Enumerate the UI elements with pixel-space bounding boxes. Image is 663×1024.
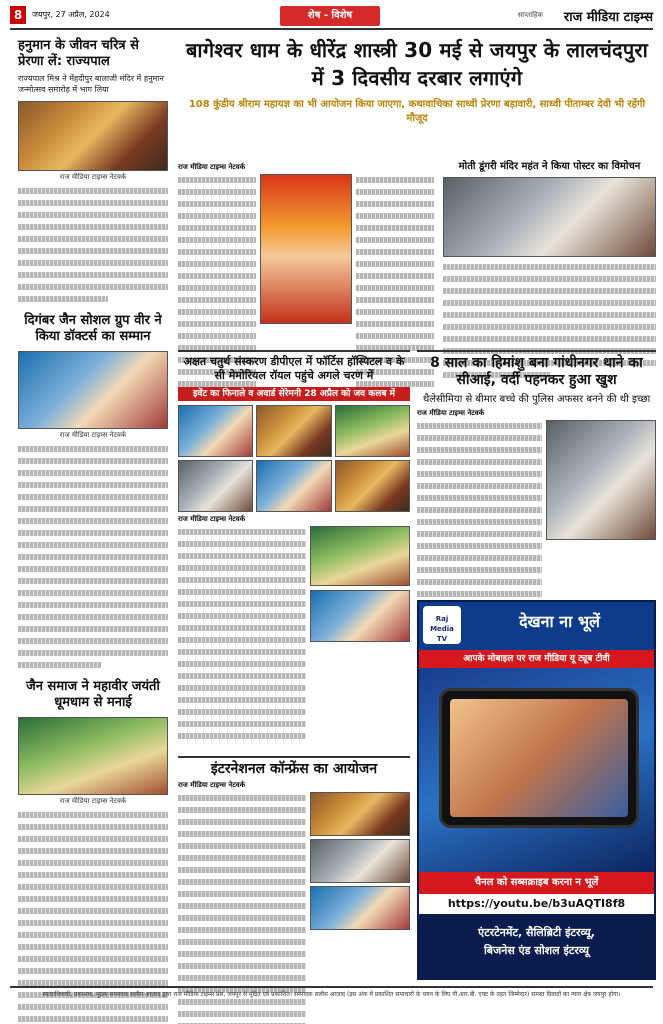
page-footer: स्वत्वाधिकारी, प्रकाशक, मुद्रक सम्पादक सलीम आज़ाद द्वारा राज मीडिया टाइम्स प्रेस, जयपुर से मुद्रित एवं प्रकाशित। सम्पादक सलीम आज़ाद (इस अंक में प्रकाशित समाचारों के चयन के लिए पी.आर.बी. एक्ट के तहत जिम्मेदार) समस्त विवादों का न्याय क्षेत्र जयपुर होगा। (10, 986, 653, 999)
sports-photo (256, 460, 331, 512)
poster-photo (443, 177, 656, 257)
page-header (10, 6, 653, 30)
main-byline: राज मीडिया टाइम्स नेटवर्क (178, 163, 246, 171)
ad-title: देखना ना भूलें (519, 612, 600, 631)
sports-photo (310, 590, 410, 642)
police-subhead: थैलेसीमिया से बीमार बच्चे की पुलिस अफसर बनने की थी इच्छा (422, 394, 651, 405)
story1-text (18, 185, 168, 305)
ad-url: https://youtu.be/b3uAQTI8f8 (419, 894, 654, 914)
main-story (178, 36, 656, 124)
ad-subscribe-text: चैनल को सब्सक्राइब करना न भूलें (419, 872, 654, 894)
sports-story (178, 350, 410, 750)
story2-byline: राज मीडिया टाइम्स नेटवर्क (59, 431, 127, 439)
sports-headline: अक्षत चतुर्थ संस्करण डीपीएल में फॉर्टिस हॉस्पिटल व के सी मेमोरियल रॉयल पहुंचे अगले चरण में (183, 355, 405, 382)
main-story-body (178, 160, 438, 342)
sports-photo (335, 460, 410, 512)
ad-footer-line2: बिजनेस एंड सोशल इंटरव्यू (483, 944, 590, 957)
story3-photo (18, 717, 168, 795)
phone-screen (450, 699, 628, 817)
ad-footer (419, 914, 654, 974)
story2-headline: दिगंबर जैन सोशल ग्रुप वीर ने किया डॉक्टर्स का सम्मान (24, 313, 162, 344)
story1-subhead: राज्यपाल मिश्र ने मेंहदीपुर बालाजी मंदिर में हनुमान जन्मोत्सव समारोह में भाग लिया (18, 74, 164, 94)
section-label: शेष - विशेष (280, 6, 380, 26)
weekly-label: साप्ताहिक (517, 11, 543, 19)
sports-photo (335, 405, 410, 457)
story2-text (18, 443, 168, 671)
story1-byline: राज मीडिया टाइम्स नेटवर्क (59, 173, 127, 181)
ad-footer-line1: एंटरटेनमेंट, सैलिब्रिटी इंटरव्यू, (478, 926, 595, 939)
sports-photo (178, 405, 253, 457)
youtube-channel-ad (417, 600, 656, 980)
story2-photo (18, 351, 168, 429)
conference-story (178, 756, 410, 980)
conference-headline: इंटरनेशनल कॉन्फ्रेंस का आयोजन (210, 761, 378, 777)
ad-header (419, 602, 654, 650)
left-column (18, 38, 168, 980)
main-headline: बागेश्वर धाम के धीरेंद्र शास्त्री 30 मई से जयपुर के लालचंदपुरा में 3 दिवसीय दरबार लगाएंगे (186, 38, 648, 90)
sports-text (178, 526, 306, 742)
story1-headline: हनुमान के जीवन चरित्र से प्रेरणा लें: राज्यपाल (18, 38, 139, 69)
paper-name: राज मीडिया टाइम्स (563, 10, 653, 25)
main-portrait-photo (260, 174, 352, 324)
sports-photo (256, 405, 331, 457)
conference-photo (310, 886, 410, 930)
issue-date: जयपुर, 27 अप्रैल, 2024 (32, 10, 110, 19)
conference-photo (310, 839, 410, 883)
raj-media-tv-logo: Raj Media TV (423, 606, 461, 644)
police-story (417, 350, 656, 596)
sports-photo-grid (178, 405, 410, 512)
sports-byline: राज मीडिया टाइम्स नेटवर्क (178, 515, 246, 523)
phone-image (439, 688, 639, 828)
police-headline: 8 साल का हिमांशु बना गांधीनगर थाने का सीआई, वर्दी पहनकर हुआ खुश (430, 355, 643, 388)
poster-story (443, 160, 656, 342)
page-number: 8 (10, 6, 26, 24)
sports-photo (178, 460, 253, 512)
story3-headline: जैन समाज ने महावीर जयंती धूमधाम से मनाई (26, 679, 160, 710)
main-kicker: 108 कुंडीय श्रीराम महायज्ञ का भी आयोजन किया जाएगा, कथावाचिका साध्वी प्रेरणा बड़ावारी, साध्वी पीताम्बर देवी भी रहेंगी मौजूद (188, 99, 646, 124)
story3-byline: राज मीडिया टाइम्स नेटवर्क (59, 797, 127, 805)
police-photo (546, 420, 656, 540)
conference-photo (310, 792, 410, 836)
poster-caption-headline: मोती डूंगरी मंदिर महंत ने किया पोस्टर का विमोचन (458, 161, 641, 172)
sports-bar: इवेंट का फिनाले व अवार्ड सेरेमनी 28 अप्रैल को जव कलब में (178, 387, 410, 401)
story1-photo (18, 101, 168, 171)
conference-byline: राज मीडिया टाइम्स नेटवर्क (178, 781, 246, 789)
ad-band: आपके मोबाइल पर राज मीडिया यू ट्यूब टीवी (419, 650, 654, 668)
police-byline: राज मीडिया टाइम्स नेटवर्क (417, 409, 485, 417)
sports-photo (310, 526, 410, 586)
ad-body (419, 668, 654, 872)
